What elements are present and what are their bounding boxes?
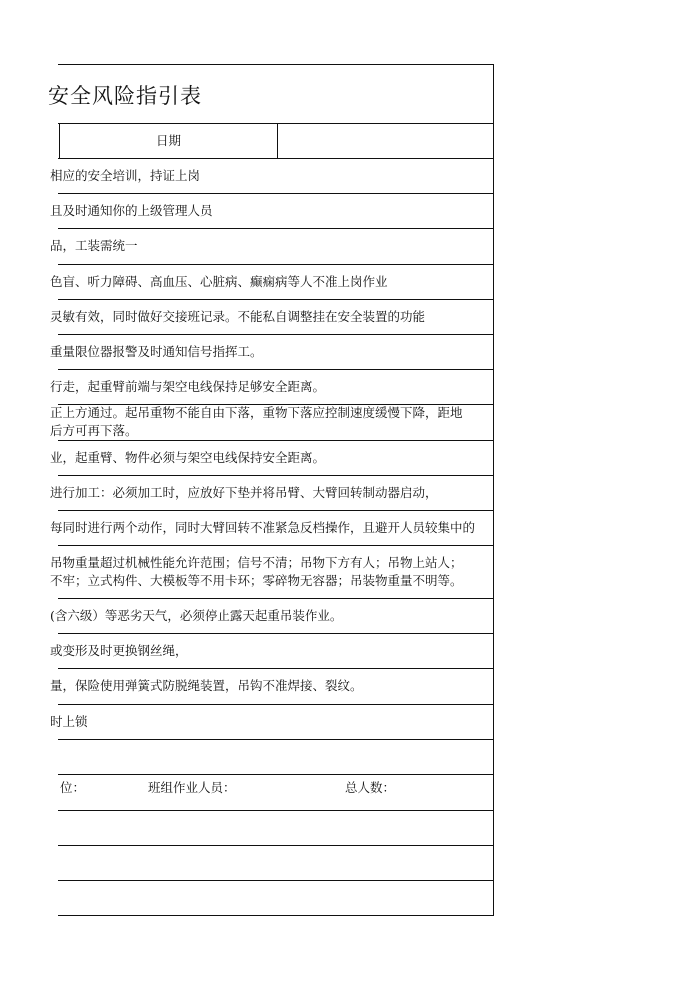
table-row-text: 每同时进行两个动作，同时大臂回转不准紧急反档操作，且避开人员较集中的 <box>50 519 476 535</box>
table-rule <box>58 475 494 476</box>
table-rule <box>58 845 494 846</box>
table-rule <box>58 880 494 881</box>
table-rule <box>58 810 494 811</box>
table-rule <box>58 510 494 511</box>
table-rule <box>58 158 494 159</box>
table-rule <box>58 668 494 669</box>
table-row-text: 时上锁 <box>50 713 88 729</box>
table-row-text: 色盲、听力障碍、高血压、心脏病、癫痫病等人不准上岗作业 <box>50 273 388 289</box>
table-rule <box>58 598 494 599</box>
table-rule <box>58 264 494 265</box>
table-rule <box>58 774 494 775</box>
table-rule <box>58 915 494 916</box>
table-rule <box>58 369 494 370</box>
table-rule <box>58 440 494 441</box>
table-row-text: 或变形及时更换钢丝绳， <box>50 642 188 658</box>
table-row-text: 后方可再下落。 <box>50 423 138 438</box>
table-row-text: 正上方通过。起吊重物不能自由下落，重物下落应控制速度缓慢下降，距地 <box>50 405 463 420</box>
table-row-text: 且及时通知你的上级管理人员 <box>50 202 213 218</box>
table-rule <box>58 739 494 740</box>
date-label: 日期 <box>155 133 181 148</box>
table-rule <box>58 123 494 124</box>
table-row-text: 行走，起重臂前端与架空电线保持足够安全距离。 <box>50 378 326 394</box>
signature-total-label: 总人数： <box>345 780 396 795</box>
table-row-text: 灵敏有效，同时做好交接班记录。不能私自调整挂在安全装置的功能 <box>50 308 426 324</box>
table-row-text: 业，起重臂、物件必须与架空电线保持安全距离。 <box>50 449 326 465</box>
table-row-text: (含六级）等恶劣天气，必须停止露天起重吊装作业。 <box>50 607 343 623</box>
table-rule <box>58 704 494 705</box>
signature-unit-label: 位： <box>60 780 86 795</box>
date-cell-border <box>59 123 60 158</box>
page-title: 安全风险指引表 <box>48 84 202 108</box>
table-row-text: 量，保险使用弹簧式防脱绳装置，吊钩不准焊接、裂纹。 <box>50 678 363 693</box>
date-cell-border <box>277 123 278 158</box>
table-row-text: 品，工装需统一 <box>50 238 138 253</box>
table-row-text: 吊物重量超过机械性能允许范围；信号不清；吊物下方有人；吊物上站人； <box>50 554 463 570</box>
table-rule <box>58 334 494 335</box>
table-row-text: 进行加工：必须加工时，应放好下垫并将吊臂、大臂回转制动器启动， <box>50 484 438 500</box>
table-rule <box>58 64 494 65</box>
signature-crew-label: 班组作业人员： <box>148 780 236 795</box>
table-row-text: 不牢；立式构件、大模板等不用卡环；零碎物无容器；吊装物重量不明等。 <box>50 572 463 588</box>
table-rule <box>58 228 494 229</box>
table-rule <box>58 299 494 300</box>
table-rule <box>58 545 494 546</box>
table-rule <box>58 633 494 634</box>
table-row-text: 重量限位器报警及时通知信号指挥工。 <box>50 343 263 359</box>
table-right-border <box>493 64 494 915</box>
table-row-text: 相应的安全培训，持证上岗 <box>50 167 201 183</box>
table-rule <box>58 193 494 194</box>
